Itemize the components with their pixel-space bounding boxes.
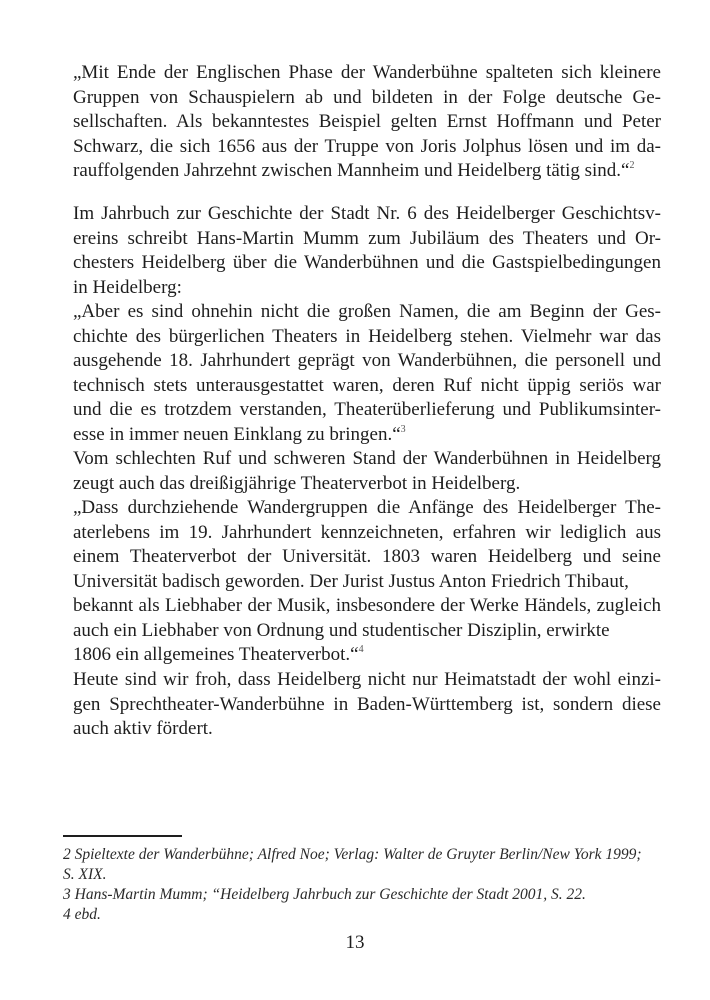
- text-line: bekannt als Liebhaber der Musik, insbesondere der Werke Händels, zugleich: [73, 595, 661, 616]
- text-line: [73, 643, 661, 668]
- text-line: „Dass durchziehende Wandergruppen die Anfänge des Heidelberger The-: [73, 497, 661, 518]
- text-line: auch ein Liebhaber von Ordnung und studentischer Disziplin, erwirkte: [73, 619, 610, 641]
- paragraph-jahrbuch-section: [73, 202, 661, 668]
- footnote-separator: [63, 835, 182, 837]
- paragraph-quote-wanderbuehne: [73, 61, 661, 184]
- text-line: Schwarz, die sich 1656 aus der Truppe von Joris Jolphus lösen und im da-: [73, 135, 661, 157]
- text-line: ausgehende 18. Jahrhundert geprägt von Wanderbühnen, die personell und: [73, 350, 661, 371]
- text-line: gen Sprechtheater-Wanderbühne in Baden-Württemberg ist, sondern diese: [73, 693, 661, 715]
- footnote-ref-2[interactable]: 2: [629, 160, 635, 171]
- text-line: Im Jahrbuch zur Geschichte der Stadt Nr. 6 des Heidelberger Geschichtsv-: [73, 203, 661, 224]
- footnote-2-continued: S. XIX.: [63, 866, 107, 883]
- text-line: Vom schlechten Ruf und schweren Stand der Wanderbühnen in Heidelberg: [73, 448, 661, 469]
- footnote-3: 3 Hans-Martin Mumm; “Heidelberg Jahrbuch zur Geschichte der Stadt 2001, S. 22.: [63, 886, 586, 903]
- text-line: chesters Heidelberg über die Wanderbühnen und die Gastspielbedingungen: [73, 252, 661, 273]
- footnote-4: 4 ebd.: [63, 906, 101, 923]
- text-line: auch aktiv fördert.: [73, 718, 213, 739]
- text-line: einem Theaterverbot der Universität. 1803 waren Heidelberg und seine: [73, 546, 661, 567]
- text-line: Universität badisch geworden. Der Jurist Justus Anton Friedrich Thibaut,: [73, 570, 629, 592]
- text-line-content: 1806 ein allgemeines Theaterverbot.“: [73, 644, 359, 665]
- text-line: und die es trotzdem verstanden, Theaterüberlieferung und Publikumsinter-: [73, 399, 661, 420]
- text-line: zeugt auch das dreißigjährige Theaterverbot in Heidelberg.: [73, 472, 521, 494]
- paragraph-closing: [73, 668, 661, 742]
- text-line: chichte des bürgerlichen Theaters in Heidelberg stehen. Vielmehr war das: [73, 325, 661, 347]
- text-line: „Mit Ende der Englischen Phase der Wanderbühne spalteten sich kleinere: [73, 62, 661, 83]
- footnote-2: 2 Spieltexte der Wanderbühne; Alfred Noe; Verlag: Walter de Gruyter Berlin/New York 1999;: [63, 846, 642, 863]
- footnotes: [63, 845, 663, 925]
- text-line: sellschaften. Als bekanntestes Beispiel gelten Ernst Hoffmann und Peter: [73, 111, 661, 132]
- page-number: 13: [345, 932, 365, 953]
- text-line: ereins schreibt Hans-Martin Mumm zum Jubiläum des Theaters und Or-: [73, 227, 661, 249]
- text-line: aterlebens im 19. Jahrhundert kennzeichneten, erfahren wir lediglich aus: [73, 521, 661, 543]
- text-line: Gruppen von Schauspielern ab und bildeten in der Folge deutsche Ge-: [73, 86, 661, 108]
- text-line: „Aber es sind ohnehin nicht die großen Namen, die am Beginn der Ges-: [73, 301, 661, 322]
- text-line: [73, 159, 661, 184]
- footnote-ref-3[interactable]: 3: [400, 423, 406, 435]
- text-line: technisch stets unterausgestattet waren, deren Ruf nicht üppig seriös war: [73, 374, 661, 396]
- text-line: in Heidelberg:: [73, 276, 182, 298]
- text-line: [73, 423, 661, 448]
- footnote-ref-4[interactable]: 4: [358, 644, 364, 655]
- text-line-content: esse in immer neuen Einklang zu bringen.“: [73, 423, 401, 445]
- text-line: Heute sind wir froh, dass Heidelberg nicht nur Heimatstadt der wohl einzi-: [73, 669, 661, 690]
- text-line-content: rauffolgenden Jahrzehnt zwischen Mannheim und Heidelberg tätig sind.“: [73, 160, 630, 181]
